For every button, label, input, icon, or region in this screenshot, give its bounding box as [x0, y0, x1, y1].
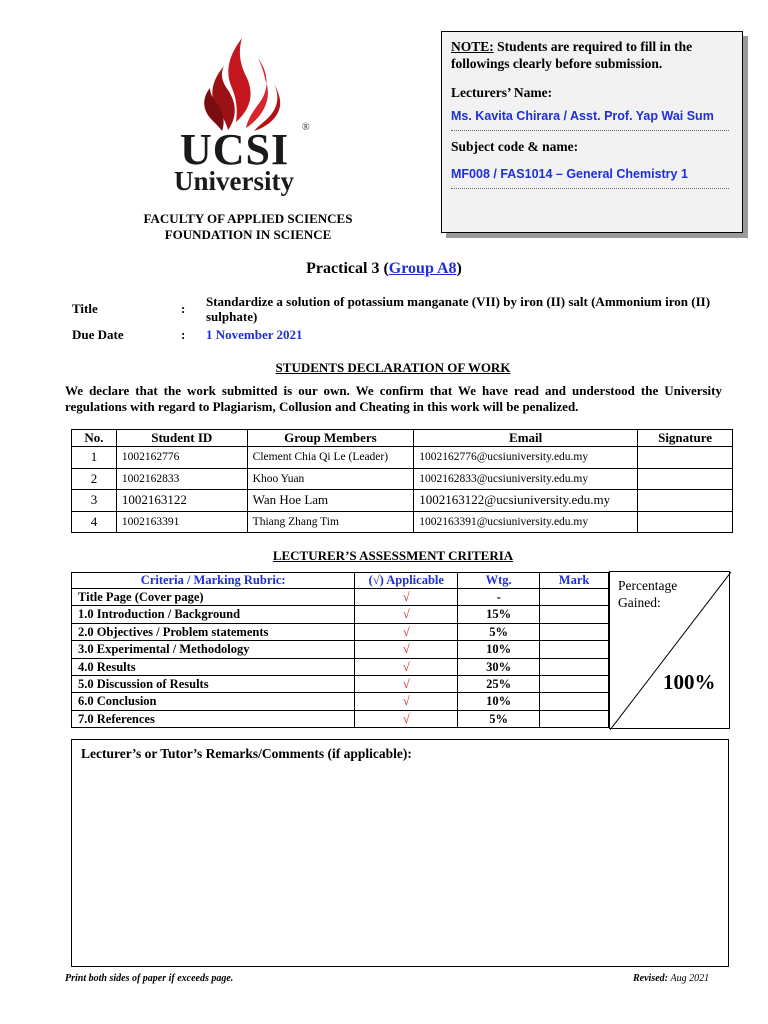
note-message: Students are required to fill in the followings clearly before submission. [451, 39, 693, 71]
row-student-id: 1002162833 [116, 468, 247, 490]
check-mark-icon: √ [355, 710, 458, 727]
faculty-name: FACULTY OF APPLIED SCIENCES [143, 211, 353, 226]
check-mark-icon: √ [355, 589, 458, 606]
criteria-row [72, 623, 609, 640]
criteria-mark[interactable] [540, 606, 609, 623]
criteria-mark[interactable] [540, 693, 609, 710]
percentage-value: 100% [663, 670, 716, 694]
criteria-weight: 10% [458, 693, 540, 710]
footer-revised [633, 973, 709, 984]
criteria-name: 2.0 Objectives / Problem statements [72, 623, 355, 640]
remarks-box[interactable] [71, 739, 729, 967]
row-email: 1002162833@ucsiuniversity.edu.my [414, 468, 638, 490]
submission-note-box [441, 31, 743, 233]
remarks-title: Lecturer’s or Tutor’s Remarks/Comments (if applicable): [81, 746, 412, 761]
criteria-name: 6.0 Conclusion [72, 693, 355, 710]
students-header-row [72, 430, 733, 447]
declaration-text: We declare that the work submitted is our own. We confirm that We have read and understood the University regulations with regard to Plagiarism, Collusion and Cheating in this work will be penalized. [65, 383, 722, 414]
header-applicable: (√) Applicable [355, 573, 458, 589]
table-row [72, 468, 733, 490]
check-mark-icon: √ [355, 623, 458, 640]
row-email: 1002162776@ucsiuniversity.edu.my [414, 447, 638, 469]
declaration-title: STUDENTS DECLARATION OF WORK [275, 360, 511, 375]
percentage-gained-box [609, 571, 730, 729]
header-criteria: Criteria / Marking Rubric: [72, 573, 355, 589]
criteria-row [72, 693, 609, 710]
due-date-colon: : [181, 327, 186, 342]
criteria-weight: 5% [458, 623, 540, 640]
note-label: NOTE: [451, 39, 494, 54]
criteria-mark[interactable] [540, 710, 609, 727]
criteria-weight: 5% [458, 710, 540, 727]
criteria-mark[interactable] [540, 675, 609, 692]
criteria-weight: 15% [458, 606, 540, 623]
row-member-name: Khoo Yuan [247, 468, 414, 490]
assessment-title: LECTURER’S ASSESSMENT CRITERIA [272, 548, 514, 563]
revised-date: Aug 2021 [670, 973, 710, 984]
table-row [72, 490, 733, 512]
row-signature[interactable] [638, 490, 733, 512]
row-no: 2 [72, 468, 117, 490]
logo-wordmark-university: University [174, 166, 294, 196]
criteria-name: 4.0 Results [72, 658, 355, 675]
criteria-weight: - [458, 589, 540, 606]
criteria-name: 7.0 References [72, 710, 355, 727]
criteria-row [72, 606, 609, 623]
header-no: No. [72, 430, 117, 447]
row-member-name: Thiang Zhang Tim [247, 511, 414, 533]
registered-mark: ® [302, 122, 310, 133]
criteria-mark[interactable] [540, 623, 609, 640]
faculty-heading [100, 211, 396, 243]
header-mark: Mark [540, 573, 609, 589]
check-mark-icon: √ [355, 641, 458, 658]
header-weight: Wtg. [458, 573, 540, 589]
row-student-id: 1002163391 [116, 511, 247, 533]
row-no: 1 [72, 447, 117, 469]
row-student-id: 1002163122 [116, 490, 247, 512]
subject-dotted-line [451, 183, 729, 189]
criteria-name: 5.0 Discussion of Results [72, 675, 355, 692]
row-email: 1002163122@ucsiuniversity.edu.my [414, 490, 638, 512]
header-student-id: Student ID [116, 430, 247, 447]
criteria-name: 1.0 Introduction / Background [72, 606, 355, 623]
percentage-label-line1: Percentage [618, 578, 678, 593]
criteria-weight: 25% [458, 675, 540, 692]
check-mark-icon: √ [355, 693, 458, 710]
header-email: Email [414, 430, 638, 447]
row-email: 1002163391@ucsiuniversity.edu.my [414, 511, 638, 533]
row-signature[interactable] [638, 468, 733, 490]
criteria-name: Title Page (Cover page) [72, 589, 355, 606]
lecturers-dotted-line [451, 125, 729, 131]
note-text [451, 38, 733, 72]
practical-prefix: Practical 3 ( [306, 260, 389, 277]
row-signature[interactable] [638, 447, 733, 469]
header-signature: Signature [638, 430, 733, 447]
assessment-criteria-table [71, 572, 609, 728]
criteria-name: 3.0 Experimental / Methodology [72, 641, 355, 658]
students-table [71, 429, 733, 533]
lecturers-value: Ms. Kavita Chirara / Asst. Prof. Yap Wai Sum [451, 109, 714, 123]
title-colon: : [181, 301, 186, 316]
subject-label: Subject code & name: [451, 139, 579, 154]
row-no: 4 [72, 511, 117, 533]
criteria-weight: 30% [458, 658, 540, 675]
check-mark-icon: √ [355, 606, 458, 623]
row-no: 3 [72, 490, 117, 512]
criteria-row [72, 589, 609, 606]
row-signature[interactable] [638, 511, 733, 533]
revised-label: Revised: [633, 973, 668, 984]
criteria-row [72, 641, 609, 658]
criteria-weight: 10% [458, 641, 540, 658]
programme-name: FOUNDATION IN SCIENCE [164, 227, 332, 242]
percentage-label-line2: Gained: [618, 595, 661, 610]
criteria-header-row [72, 573, 609, 589]
header-group-members: Group Members [247, 430, 414, 447]
criteria-mark[interactable] [540, 658, 609, 675]
lecturers-label: Lecturers’ Name: [451, 85, 553, 100]
logo-wordmark-ucsi: UCSI [180, 125, 290, 174]
title-value: Standardize a solution of potassium manganate (VII) by iron (II) salt (Ammonium iron (II) sulphate) [206, 294, 711, 324]
table-row [72, 447, 733, 469]
due-date-value: 1 November 2021 [206, 327, 303, 342]
criteria-mark[interactable] [540, 641, 609, 658]
footer-print-note: Print both sides of paper if exceeds page. [65, 973, 234, 984]
percentage-label [618, 577, 677, 611]
subject-value: MF008 / FAS1014 – General Chemistry 1 [451, 167, 688, 181]
due-date-label: Due Date [72, 327, 124, 342]
practical-suffix: ) [456, 260, 462, 277]
table-row [72, 511, 733, 533]
title-label: Title [72, 301, 98, 316]
row-member-name: Wan Hoe Lam [247, 490, 414, 512]
practical-title [0, 260, 768, 278]
criteria-mark[interactable] [540, 589, 609, 606]
criteria-row [72, 658, 609, 675]
criteria-row [72, 675, 609, 692]
ucsi-logo [172, 36, 322, 198]
criteria-row [72, 710, 609, 727]
row-member-name: Clement Chia Qi Le (Leader) [247, 447, 414, 469]
flame-icon [172, 36, 322, 131]
check-mark-icon: √ [355, 675, 458, 692]
check-mark-icon: √ [355, 658, 458, 675]
group-link[interactable]: Group A8 [388, 260, 457, 277]
row-student-id: 1002162776 [116, 447, 247, 469]
